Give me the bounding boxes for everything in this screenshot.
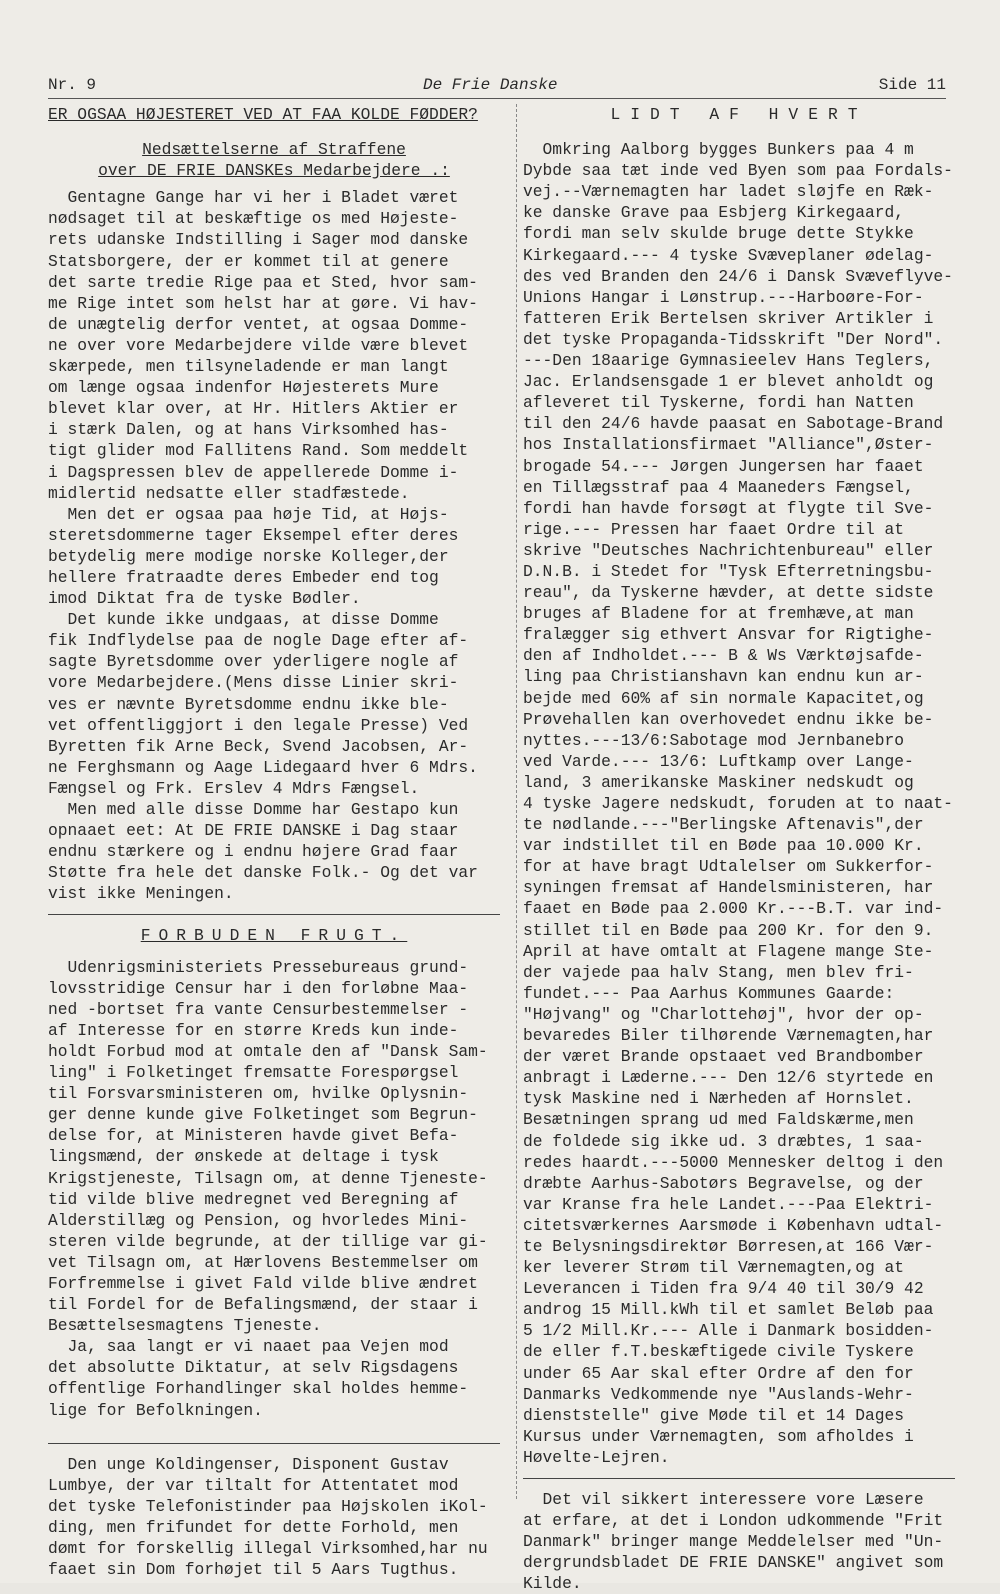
text-line: Danmark" bringer mange Meddelelser med "Un- [523, 1532, 944, 1552]
text-line: ves er nævnte Byretsdomme endnu ikke ble- [48, 694, 449, 714]
text-line: Unions Hangar i Lønstrup.---Harboøre-For- [523, 287, 924, 307]
text-line: der vajede paa halv Stang, men blev fri- [523, 962, 914, 982]
text-line: endnu stærkere og i endnu højere Grad faar [48, 842, 459, 862]
divider [48, 1443, 500, 1444]
text-line: for at have bragt Udtalelser om Sukkerfor- [523, 857, 934, 877]
text-line: faaet en Bøde paa 2.000 Kr.---B.T. var ind- [523, 899, 944, 919]
text-line: tysk Maskine ned i Nærheden af Hornslet. [523, 1089, 914, 1109]
page-header [48, 76, 946, 99]
text-line: afleveret til Tyskerne, fordi han Natten [523, 393, 914, 413]
text-line: Dybde saa tæt inde ved Byen som paa Fordals- [523, 161, 953, 181]
text-line: Forfremmelse i givet Fald vilde blive ændret [48, 1273, 478, 1293]
text-line: dienststelle" give Møde til et 14 Dages [523, 1405, 905, 1425]
text-line: af Interesse for en større Kreds kun inde- [48, 1020, 459, 1040]
text-line: ling paa Christianshavn kan endnu kun ar- [523, 667, 924, 687]
text-line: Byretten fik Arne Beck, Svend Jacobsen, Ar- [48, 736, 469, 756]
text-line: ved Varde.--- 13/6: Luftkamp over Lange- [523, 751, 914, 771]
text-line: var Kranse fra hele Landet.---Paa Elektri- [523, 1194, 934, 1214]
text-line: delse for, at Ministeren havde givet Befa- [48, 1126, 459, 1146]
text-line: Krigstjeneste, Tilsagn om, at denne Tjeneste- [48, 1168, 488, 1188]
text-line: de foldede sig ikke ud. 3 dræbtes, 1 saa- [523, 1131, 924, 1151]
kicker-line-1: Nedsættelserne af Straffene [142, 140, 406, 160]
text-line: til Forsvarsministeren om, hvilke Oplysnin- [48, 1084, 469, 1104]
text-line: stillet til en Bøde paa 200 Kr. for den 9. [523, 920, 934, 940]
text-line: Statsborgere, der er kommet til at genere [48, 251, 449, 271]
text-line: Udenrigsministeriets Pressebureaus grund- [48, 957, 469, 977]
text-line: Men det er ogsaa paa høje Tid, at Højs- [48, 504, 449, 524]
text-line: redes haardt.---5000 Mennesker deltog i den [523, 1152, 944, 1172]
text-line: Kirkegaard.--- 4 tyske Svæveplaner ødelag- [523, 245, 934, 265]
text-line: Fængsel og Frk. Erslev 4 Mdrs Fængsel. [48, 778, 420, 798]
text-line: imod Diktat fra de tyske Bødler. [48, 589, 361, 609]
text-line: fundet.--- Paa Aarhus Kommunes Gaarde: [523, 983, 895, 1003]
text-line: Men med alle disse Domme har Gestapo kun [48, 800, 459, 819]
text-line: bejde med 60% af sin normale Kapacitet,og [523, 688, 924, 708]
article-koldingenser [48, 1454, 500, 1581]
text-line: citetsværkernes Aarsmøde i København udtal- [523, 1215, 944, 1235]
text-line: tigt glider mod Fallitens Rand. Som meddelt [48, 441, 469, 461]
text-line: nyttes.---13/6:Sabotage mod Jernbanebro [523, 730, 905, 750]
text-line: D.N.B. i Stedet for "Tysk Efterretningsbu- [523, 561, 934, 581]
text-line: betydelig mere modige norske Kolleger,der [48, 546, 449, 566]
text-line: reau", da Tyskerne hævder, at dette sidste [523, 583, 934, 603]
text-line: ling" i Folketinget fremsatte Forespørgsel [48, 1063, 459, 1083]
left-column [48, 104, 500, 1580]
page-number: Side 11 [878, 76, 946, 94]
text-line: Omkring Aalborg bygges Bunkers paa 4 m [523, 140, 914, 160]
text-line: offentlige Forhandlinger skal holdes hemme- [48, 1379, 469, 1399]
text-line: me Rige intet som helst har at gøre. Vi hav- [48, 293, 478, 313]
text-line: lige for Befolkningen. [48, 1400, 263, 1420]
text-line: steretsdommerne tager Eksempel efter deres [48, 525, 459, 545]
divider [48, 914, 500, 915]
article-forbuden-frugt [48, 957, 500, 1421]
text-line: ke danske Grave paa Esbjerg Kirkegaard, [523, 203, 905, 223]
section-title-forbuden-frugt: FORBUDEN FRUGT. [140, 926, 408, 946]
text-line: hellere fratraadte deres Embeder end tog [48, 567, 439, 587]
text-line: Støtte fra hele det danske Folk.- Og det var [48, 863, 478, 883]
text-line: Lumbye, der var tiltalt for Attentatet mod [48, 1475, 459, 1495]
text-line: Det vil sikkert interessere vore Læsere [523, 1490, 924, 1509]
text-line: rige.--- Pressen har faaet Ordre til at [523, 519, 905, 539]
text-line: Høvelte-Lejren. [523, 1447, 670, 1467]
text-line: bruges af Bladene for at fremhæve,at man [523, 604, 914, 624]
text-line: faaet sin Dom forhøjet til 5 Aars Tugthus. [48, 1560, 459, 1580]
text-line: hos Installationsfirmaet "Alliance",Øster- [523, 435, 934, 455]
kicker-line-2: over DE FRIE DANSKEs Medarbejdere .: [98, 161, 450, 181]
text-line: til Fordel for de Befalingsmænd, der staar i [48, 1295, 478, 1315]
text-line: vet Tilsagn om, at Hærlovens Bestemmelser om [48, 1252, 478, 1272]
text-line: anbragt i Læderne.--- Den 12/6 styrtede en [523, 1068, 934, 1088]
text-line: dømt for forskellig illegal Virksomhed,har nu [48, 1539, 488, 1558]
right-headline: LIDT AF HVERT [610, 105, 868, 124]
text-line: til den 24/6 havde paasat en Sabotage-Brand [523, 414, 944, 434]
text-line: var indstillet til en Bøde paa 10.000 Kr. [523, 836, 924, 856]
text-line: lingsmænd, der ønskede at deltage i tysk [48, 1147, 439, 1167]
text-line: de eller f.T.beskæftigede civile Tyskere [523, 1342, 914, 1362]
text-line: det tyske Telefonistinder paa Højskolen iKol- [48, 1496, 488, 1516]
article-frit-danmark [523, 1489, 955, 1594]
text-line: Ja, saa langt er vi naaet paa Vejen mod [48, 1337, 449, 1357]
text-line: 4 tyske Jagere nedskudt, foruden at to naat- [523, 794, 953, 813]
text-line: om længe ogsaa indenfor Højesterets Mure [48, 378, 439, 398]
text-line: ne Ferghsmann og Aage Lidegaard hver 6 Mdrs. [48, 757, 478, 777]
text-line: skærpede, men tilsyneladende er man langt [48, 357, 449, 377]
article-lidt-af-hvert [523, 139, 955, 1468]
text-line: vist ikke Meningen. [48, 884, 234, 904]
text-line: dræbte Aarhus-Sabotørs Begravelse, og der [523, 1173, 924, 1193]
text-line: dergrundsbladet DE FRIE DANSKE" angivet som [523, 1553, 944, 1573]
text-line: bevaredes Biler tilhørende Værnemagten,har [523, 1026, 934, 1046]
text-line: vej.--Værnemagten har ladet sløjfe en Ræk- [523, 182, 934, 202]
text-line: fordi man selv skulde bruge dette Stykke [523, 224, 914, 244]
issue-number: Nr. 9 [48, 76, 97, 94]
text-line: Jac. Erlandsensgade 1 er blevet anholdt og [523, 372, 934, 392]
text-line: ned -bortset fra vante Censurbestemmelser - [48, 999, 469, 1019]
text-line: fatteren Erik Bertelsen skriver Artikler i [523, 308, 934, 328]
text-line: steren vilde begrunde, at der tillige var gi- [48, 1231, 488, 1251]
article-hojesteret [48, 187, 500, 904]
right-column [516, 104, 955, 1594]
text-line: i Dagspressen blev de appellerede Domme i- [48, 462, 459, 482]
text-line: sagte Byretsdomme over yderligere nogle af [48, 652, 459, 672]
text-line: 5 1/2 Mill.Kr.--- Alle i Danmark bosidden- [523, 1321, 934, 1341]
text-line: nødsaget til at beskæftige os med Højeste- [48, 209, 459, 229]
text-line: vore Medarbejdere.(Mens disse Linier skri- [48, 673, 459, 693]
text-line: Kilde. [523, 1574, 582, 1594]
text-line: Besætningen sprang ud med Faldskærme,men [523, 1110, 914, 1130]
text-line: tid vilde blive medregnet ved Beregning af [48, 1189, 459, 1209]
text-line: Danmarks Vedkommende nye "Auslands-Wehr- [523, 1384, 914, 1404]
text-line: Besættelsesmagtens Tjeneste. [48, 1316, 322, 1336]
text-line: Den unge Koldingenser, Disponent Gustav [48, 1454, 449, 1474]
left-kicker [48, 139, 500, 181]
text-line: ger denne kunde give Folketinget som Begrun- [48, 1105, 478, 1125]
text-line: androg 15 Mill.kWh til et samlet Beløb paa [523, 1300, 934, 1320]
text-line: Gentagne Gange har vi her i Bladet været [48, 188, 459, 208]
text-line: rets udanske Indstilling i Sager mod danske [48, 230, 469, 250]
left-headline: ER OGSAA HØJESTERET VED AT FAA KOLDE FØDDER? [48, 105, 478, 124]
text-line: under 65 Aar skal efter Ordre af den for [523, 1363, 914, 1383]
divider [523, 1478, 955, 1479]
text-line: land, 3 amerikanske Maskiner nedskudt og [523, 772, 914, 792]
text-line: midlertid nedsatte eller stadfæstede. [48, 483, 410, 503]
text-line: vet offentliggjort i den legale Presse) Ved [48, 715, 469, 735]
text-line: syningen fremsat af Handelsministeren, har [523, 878, 934, 898]
text-line: brogade 54.--- Jørgen Jungersen har faaet [523, 456, 924, 476]
text-line: det sarte tredie Rige paa et Sted, hvor sam- [48, 272, 478, 292]
text-line: fordi han havde forsøgt at flygte til Sve- [523, 498, 934, 518]
text-line: blevet klar over, at Hr. Hitlers Aktier er [48, 399, 459, 419]
text-line: "Højvang" og "Charlottehøj", hvor der op- [523, 1004, 924, 1024]
text-line: at erfare, at det i London udkommende "Frit [523, 1511, 944, 1531]
text-line: ding, men frifundet for dette Forhold, men [48, 1517, 459, 1537]
text-line: fralægger sig ethvert Ansvar for Rigtighe- [523, 625, 934, 645]
text-line: Kursus under Værnemagten, som afholdes i [523, 1426, 914, 1446]
text-line: den af Indholdet.--- B & Ws Værktøjsafde- [523, 646, 924, 666]
text-line: opnaaet eet: At DE FRIE DANSKE i Dag staar [48, 821, 459, 841]
text-line: ker leverer Strøm til Værnemagten,og at [523, 1258, 905, 1278]
text-line: i stærk Dalen, og at hans Virksomhed has- [48, 420, 449, 440]
text-line: des ved Branden den 24/6 i Dansk Svæveflyve- [523, 266, 953, 286]
text-line: fik Indflydelse paa de nogle Dage efter af- [48, 631, 469, 651]
text-line: Det kunde ikke undgaas, at disse Domme [48, 610, 439, 630]
text-line: holdt Forbud mod at omtale den af "Dansk Sam- [48, 1041, 488, 1061]
text-line: en Tillægsstraf paa 4 Maaneders Fængsel, [523, 477, 914, 497]
text-line: lovsstridige Censur har i den forløbne Maa- [48, 978, 469, 998]
text-line: Alderstillæg og Pension, og hvorledes Mini- [48, 1210, 469, 1230]
text-line: Prøvehallen kan overhovedet endnu ikke be- [523, 709, 934, 729]
text-line: de unægtelig derfor ventet, at ogsaa Domme- [48, 314, 469, 334]
text-line: ne over vore Medarbejdere vilde være blevet [48, 335, 469, 355]
text-line: det absolutte Diktatur, at selv Rigsdagens [48, 1358, 459, 1378]
text-line: ---Den 18aarige Gymnasieelev Hans Teglers, [523, 351, 934, 371]
text-line: te Belysningsdirektør Børresen,at 166 Vær- [523, 1236, 934, 1256]
text-line: skrive "Deutsches Nachrichtenbureau" eller [523, 540, 934, 560]
text-line: der været Brande opstaaet ved Brandbomber [523, 1047, 924, 1067]
text-line: April at have omtalt at Flagene mange Ste- [523, 941, 934, 961]
paper-name: De Frie Danske [423, 76, 558, 94]
text-line: te nødlande.---"Berlingske Aftenavis",der [523, 815, 924, 835]
text-line: det tyske Propaganda-Tidsskrift "Der Nord". [523, 329, 944, 349]
text-line: Leverancen i Tiden fra 9/4 40 til 30/9 42 [523, 1279, 924, 1299]
